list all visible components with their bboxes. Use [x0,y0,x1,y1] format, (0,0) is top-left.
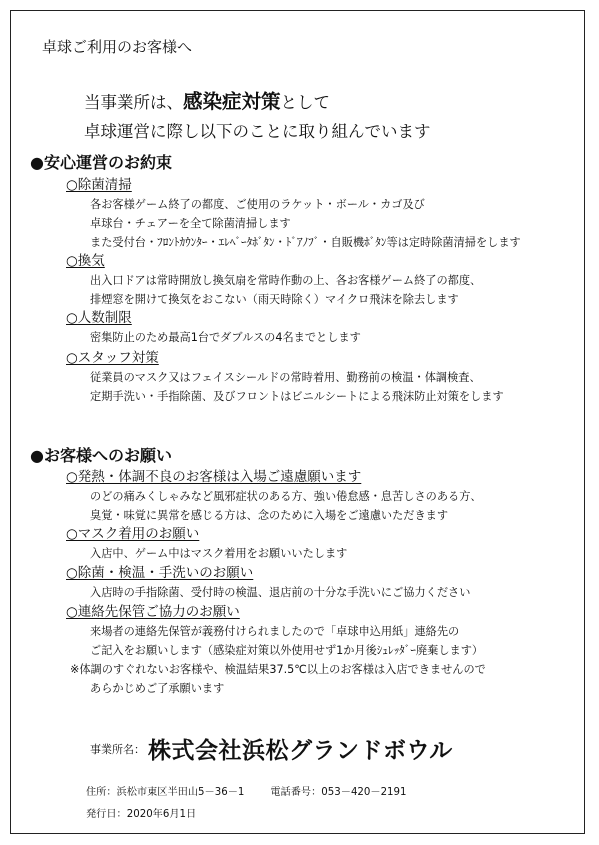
note-line: ※体調のすぐれないお客様や、検温結果37.5℃以上のお客様は入店できませんので [70,663,486,676]
section-heading-safety: ●安心運営のお約束 [30,153,172,172]
item-line: 臭覚・味覚に異常を感じる方は、念のために入場をご遠慮いただきます [90,509,449,522]
section-heading-requests: ●お客様へのお願い [30,446,172,465]
greeting: 卓球ご利用のお客様へ [42,38,193,56]
company-label: 事業所名： [90,743,145,756]
item-title-capacity: ○人数制限 [66,310,132,326]
company-name: 株式会社浜松グランドボウル [148,737,453,764]
item-line: 密集防止のため最高1台でダブルスの4名までとします [90,331,361,344]
address: 住所：浜松市東区半田山5－36－1 [86,787,245,798]
item-title-cleaning: ○除菌清掃 [66,177,132,193]
note-line: あらかじめご了承願います [90,682,225,695]
item-line: 出入口ドアは常時開放し換気扇を常時作動の上、各お客様ゲーム終了の都度、 [90,274,482,287]
item-line: 来場者の連絡先保管が義務付けられましたので「卓球申込用紙」連絡先の [90,625,460,638]
lead-line-1 [84,86,330,114]
item-line: のどの痛みくしゃみなど風邪症状のある方、強い倦怠感・息苦しさのある方、 [90,490,482,503]
item-title-fever: ○発熱・体調不良のお客様は入場ご遠慮願います [66,469,362,485]
item-line: 各お客様ゲーム終了の都度、ご使用のラケット・ボール・カゴ及び [90,198,425,211]
item-line: 定期手洗い・手指除菌、及びフロントはビニルシートによる飛沫防止対策をします [90,390,504,403]
item-title-staff: ○スタッフ対策 [66,350,159,366]
lead-before: 当事業所は、 [84,93,183,112]
item-title-mask: ○マスク着用のお願い [66,526,200,542]
phone-number: 電話番号：053－420－2191 [270,787,407,798]
item-line: 入店時の手指除菌、受付時の検温、退店前の十分な手洗いにご協力ください [90,586,471,599]
item-line: 排煙窓を開けて換気をおこない（雨天時除く）マイクロ飛沫を除去します [90,293,459,306]
item-line: 従業員のマスク又はフェイスシールドの常時着用、勤務前の検温・体調検査、 [90,371,481,384]
item-title-ventilation: ○換気 [66,253,105,269]
lead-line-2: 卓球運営に際し以下のことに取り組んでいます [84,122,431,141]
item-line: ご記入をお願いします（感染症対策以外使用せず1か月後ｼｭﾚｯﾀﾞｰ廃棄します） [90,644,484,657]
issue-date: 発行日：2020年6月1日 [86,809,197,820]
item-line: 卓球台・チェアーを全て除菌清掃します [90,217,291,230]
item-title-sanitize: ○除菌・検温・手洗いのお願い [66,565,254,581]
address-line [86,783,407,798]
item-line: 入店中、ゲーム中はマスク着用をお願いいたします [90,547,348,560]
item-line: また受付台・ﾌﾛﾝﾄｶｳﾝﾀｰ・ｴﾚﾍﾞｰﾀﾎﾞﾀﾝ・ﾄﾞｱﾉﾌﾞ・自販機ﾎﾞﾀﾝ等は定時除菌清掃をします [90,236,521,249]
lead-emphasis: 感染症対策 [183,90,281,113]
item-title-contact: ○連絡先保管ご協力のお願い [66,604,240,620]
lead-after: として [280,93,331,112]
